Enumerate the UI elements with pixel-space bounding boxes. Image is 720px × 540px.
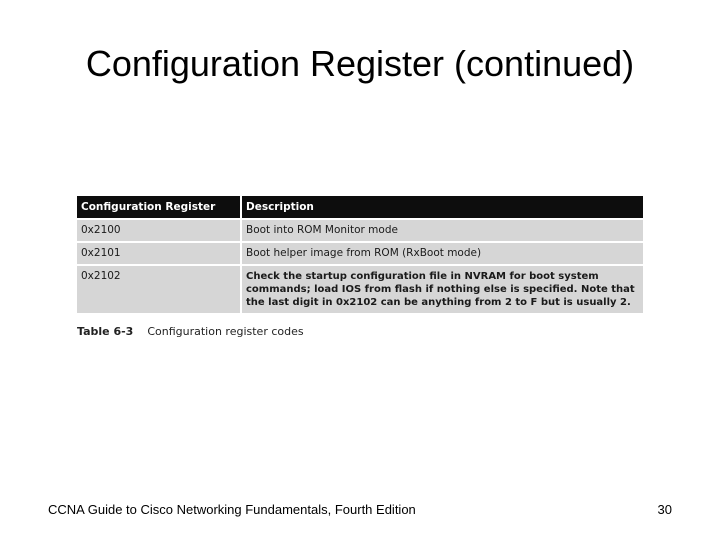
column-header-description: Description (242, 196, 643, 218)
description-cell: Check the startup configuration file in NVRAM for boot system commands; load IOS from flash if nothing else is specified. Note that the last digit in 0x2102 can be anything from 2 to F but is usually 2. (242, 266, 643, 313)
table-row (77, 266, 643, 313)
description-cell: Boot helper image from ROM (RxBoot mode) (242, 243, 643, 264)
description-cell: Boot into ROM Monitor mode (242, 220, 643, 241)
slide-footer: CCNA Guide to Cisco Networking Fundamentals, Fourth Edition (48, 502, 416, 517)
register-cell: 0x2100 (77, 220, 240, 241)
caption-number: Table 6-3 (77, 325, 134, 338)
page-number: 30 (657, 502, 672, 517)
register-cell: 0x2102 (77, 266, 240, 313)
slide-title: Configuration Register (continued) (85, 43, 635, 84)
register-cell: 0x2101 (77, 243, 240, 264)
config-register-table (75, 194, 645, 315)
config-register-table-figure (77, 196, 647, 338)
table-header-row (77, 196, 643, 218)
table-row (77, 220, 643, 241)
caption-text: Configuration register codes (147, 325, 304, 338)
table-row (77, 243, 643, 264)
table-caption (77, 325, 647, 338)
column-header-register: Configuration Register (77, 196, 240, 218)
